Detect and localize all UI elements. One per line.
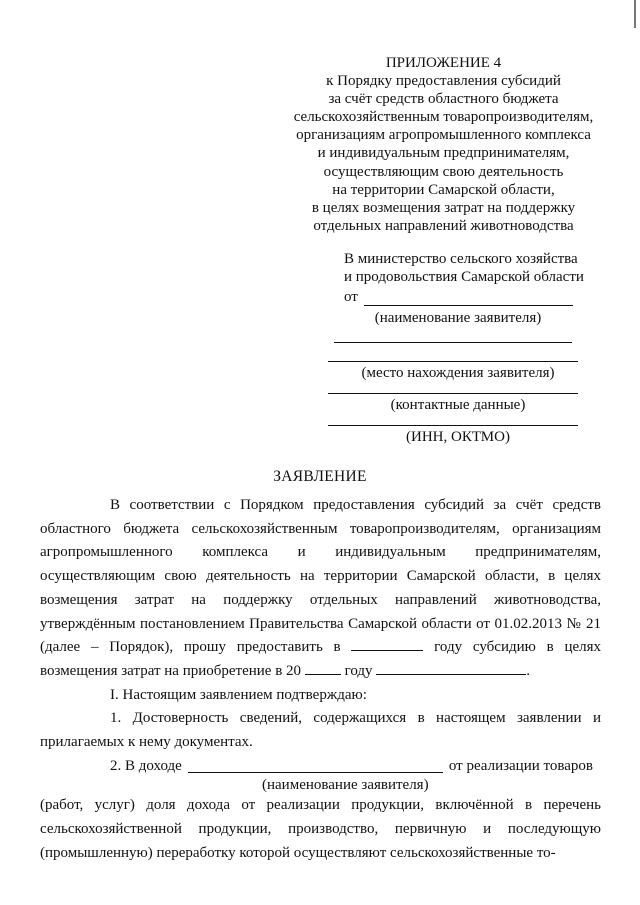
paragraph-main-text-3: году — [344, 662, 373, 679]
addressee-line-2: и продовольствия Самарской области — [344, 269, 584, 285]
scan-edge-mark — [634, 0, 636, 28]
from-row — [322, 288, 594, 306]
appendix-line: к Порядку предоставления субсидий — [326, 73, 561, 90]
addressee-block — [322, 250, 594, 446]
inn-line[interactable] — [328, 425, 578, 426]
paragraph-main-end: . — [526, 662, 531, 679]
document-title: ЗАЯВЛЕНИЕ — [273, 468, 367, 485]
paragraph-item-1: 1. Достоверность сведений, содержащихся в настоящем заявлении и прилагаемых к нему документах. — [40, 710, 601, 751]
applicant-name-line-2[interactable] — [334, 342, 572, 343]
appendix-header — [292, 54, 595, 235]
appendix-line: организациям агропромышленного комплекса — [296, 127, 591, 144]
paragraph-confirm: I. Настоящим заявлением подтверждаю: — [110, 686, 367, 703]
paragraph-main — [40, 494, 601, 684]
inn-caption: (ИНН, ОКТМО) — [406, 429, 510, 445]
item-2-label: 2. В доходе — [110, 757, 182, 774]
paragraph-item-2 — [40, 755, 601, 779]
acquisition-field[interactable] — [376, 660, 526, 675]
paragraph-item-2-continued: (работ, услуг) доля дохода от реализации продукции, включённой в перечень сельскохозяйственной продукции, производство, первичную и последующую (промышленную) переработку которой осуществляют сельскохозяйственные то- — [40, 797, 601, 861]
income-applicant-field[interactable] — [188, 758, 443, 773]
paragraph-main-text-2: году субсидию в целях возмещения затрат на приобретение в 20 — [40, 639, 602, 679]
contacts-caption: (контактные данные) — [390, 397, 526, 413]
location-line[interactable] — [328, 361, 578, 362]
appendix-line: в целях возмещения затрат на поддержку — [311, 199, 576, 216]
year-suffix-field[interactable] — [305, 660, 341, 675]
addressee-line-1: В министерство сельского хозяйства — [344, 251, 578, 267]
applicant-name-caption: (наименование заявителя) — [374, 310, 542, 326]
location-caption: (место нахождения заявителя) — [361, 365, 555, 381]
income-applicant-caption: (наименование заявителя) — [262, 777, 429, 794]
year-field[interactable] — [351, 636, 423, 651]
appendix-line: осуществляющим свою деятельность — [323, 163, 564, 180]
appendix-line: сельскохозяйственным товаропроизводителям, — [293, 109, 594, 126]
from-label: от — [344, 289, 358, 305]
paragraph-main-text: В соответствии с Порядком предоставления субсидий за счёт средств областного бюджета сельскохозяйственным товаропроизводителям, организациям агропромышленного комплекса и индивидуальным предпринимателям, осуществляющим свою деятельность на территории Самарской области, в целях возмещения затрат на поддержку отдельных направлений животноводства, утверждённым постановлением Правительства Самарской области от 01.02.2013 № 21 (далее – Порядок), прошу предоставить в — [40, 497, 601, 656]
appendix-title: ПРИЛОЖЕНИЕ 4 — [385, 55, 502, 71]
contacts-line[interactable] — [328, 393, 578, 394]
appendix-line: на территории Самарской области, — [332, 181, 555, 198]
item-2-tail: от реализации товаров — [448, 757, 593, 774]
applicant-name-field[interactable] — [364, 291, 573, 306]
appendix-line: за счёт средств областного бюджета — [328, 91, 559, 108]
appendix-line: отдельных направлений животноводства — [313, 217, 574, 234]
statement-body — [40, 494, 601, 866]
appendix-line: и индивидуальным предпринимателям, — [317, 145, 570, 162]
